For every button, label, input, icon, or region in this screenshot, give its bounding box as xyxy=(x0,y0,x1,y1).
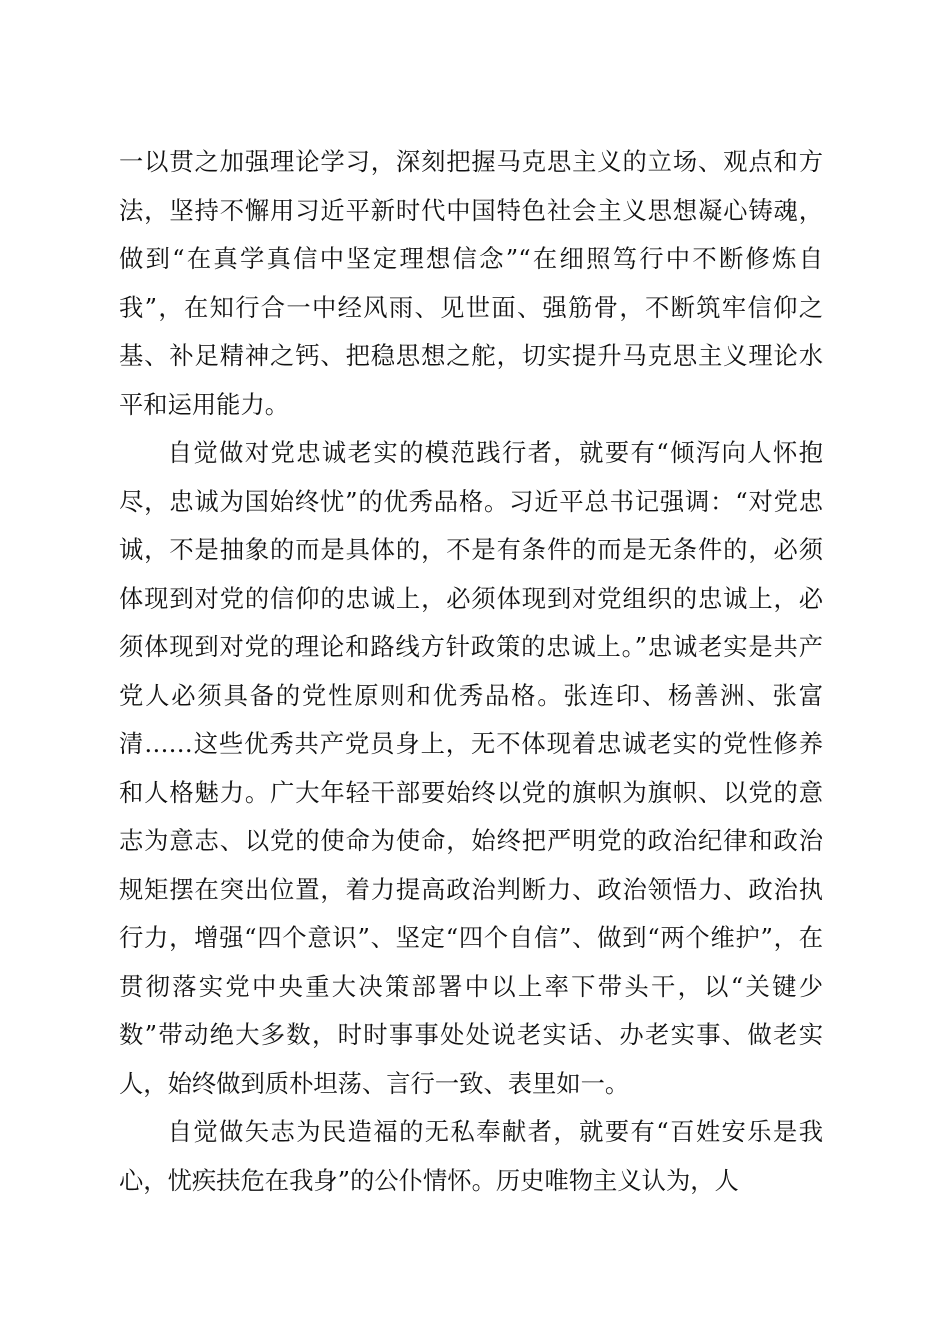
body-text xyxy=(119,138,823,1205)
paragraph-continuation: 一以贯之加强理论学习，深刻把握马克思主义的立场、观点和方法，坚持不懈用习近平新时代中国特色社会主义思想凝心铸魂，做到“在真学真信中坚定理想信念”“在细照笃行中不断修炼自我”，在知行合一中经风雨、见世面、强筋骨，不断筑牢信仰之基、补足精神之钙、把稳思想之舵，切实提升马克思主义理论水平和运用能力。 xyxy=(119,147,823,419)
paragraph-serve-people: 自觉做矢志为民造福的无私奉献者，就要有“百姓安乐是我心，忧疾扶危在我身”的公仆情怀。历史唯物主义认为，人 xyxy=(119,1117,823,1195)
paragraph-loyalty: 自觉做对党忠诚老实的模范践行者，就要有“倾泻向人怀抱尽，忠诚为国始终忧”的优秀品格。习近平总书记强调：“对党忠诚，不是抽象的而是具体的，不是有条件的而是无条件的，必须体现到对党的信仰的忠诚上，必须体现到对党组织的忠诚上，必须体现到对党的理论和路线方针政策的忠诚上。”忠诚老实是共产党人必须具备的党性原则和优秀品格。张连印、杨善洲、张富清……这些优秀共产党员身上，无不体现着忠诚老实的党性修养和人格魅力。广大年轻干部要始终以党的旗帜为旗帜、以党的意志为意志、以党的使命为使命，始终把严明党的政治纪律和政治规矩摆在突出位置，着力提高政治判断力、政治领悟力、政治执行力，增强“四个意识”、坚定“四个自信”、做到“两个维护”，在贯彻落实党中央重大决策部署中以上率下带头干，以“关键少数”带动绝大多数，时时事事处处说老实话、办老实事、做老实人，始终做到质朴坦荡、言行一致、表里如一。 xyxy=(119,438,823,1098)
